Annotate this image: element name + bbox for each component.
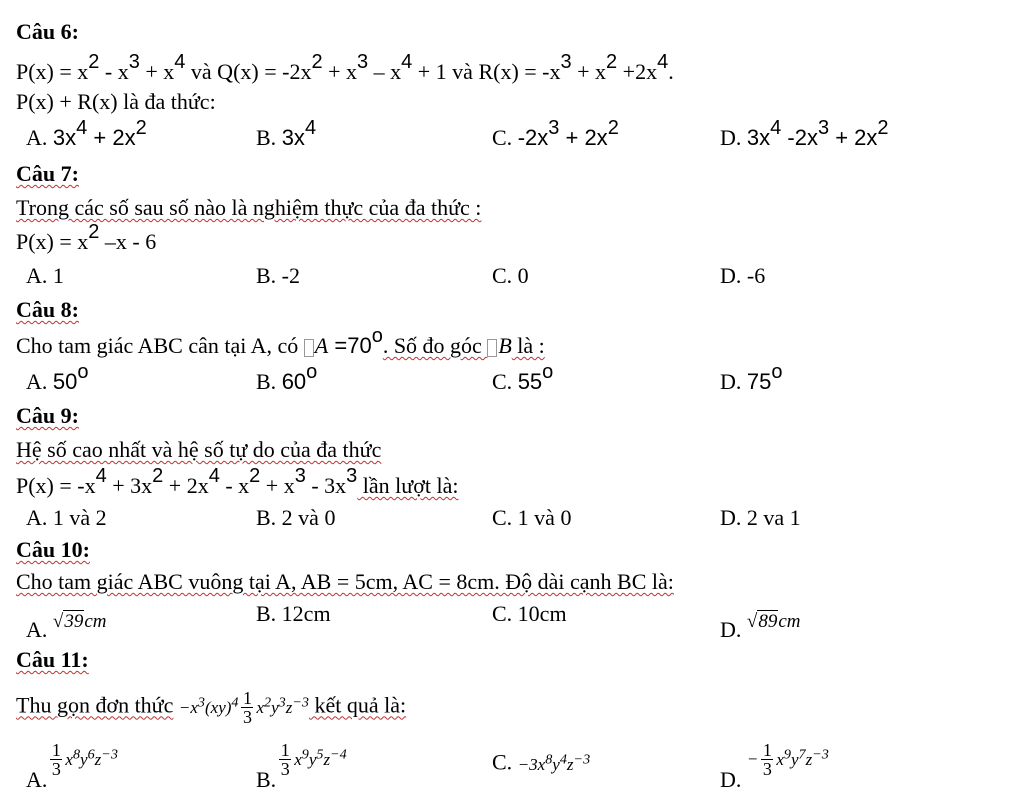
- q7-polynomial: $P(x) = x^2$ –x - 6: [16, 221, 157, 254]
- q6-option-d[interactable]: D. $3x^4$ $-2x^3 + 2x^2$: [720, 117, 889, 150]
- q11-option-a[interactable]: A. $\frac{1}{3}$ $x^8y^6z^{-3}$: [26, 740, 118, 792]
- q6-option-c[interactable]: C. $-2x^3 + 2x^2$: [492, 117, 619, 150]
- angle-placeholder-icon: [304, 339, 314, 357]
- q11-prompt: Thu gọn đơn thức $-x^3(xy)^4$ $\frac{1}{3}$ $x^2y^3z^{-3}$ kết quả là:: [16, 688, 407, 728]
- q11-option-d[interactable]: D. − $\frac{1}{3}$ $x^9y^7z^{-3}$: [720, 740, 829, 792]
- q10-option-c[interactable]: C. 10cm: [492, 601, 567, 626]
- q8-prompt: Cho tam giác ABC cân tại A, có $A =70^o$. Số đo góc B là :: [16, 325, 545, 358]
- angle-placeholder-icon: [487, 339, 497, 357]
- q6-polynomials: $P(x) = x^2 - x^3 + x^4$ và $Q(x) = -2x^2 + x^3 - x^4 + 1$ và $R(x) = -x^3 + x^2 +2x^4$.: [16, 51, 674, 84]
- q9-option-d[interactable]: D. 2 va 1: [720, 505, 801, 530]
- q10-prompt: Cho tam giác ABC vuông tại A, AB = 5cm, AC = 8cm. Độ dài cạnh BC là:: [16, 569, 674, 594]
- q7-prompt: Trong các số sau số nào là nghiệm thực của đa thức :: [16, 195, 482, 220]
- q8-option-a[interactable]: A. 50$^o$: [26, 361, 89, 394]
- q8-option-c[interactable]: C. 55$^o$: [492, 361, 554, 394]
- q9-title: Câu 9:: [16, 403, 79, 428]
- q9-option-c[interactable]: C. 1 và 0: [492, 505, 572, 530]
- q11-fraction: $\frac{1}{3}$: [242, 688, 252, 728]
- q10-option-a[interactable]: A. √39cm: [26, 611, 107, 642]
- q8-title: Câu 8:: [16, 297, 79, 322]
- q6-option-a[interactable]: A. $3x^4 + 2x^2$: [26, 117, 147, 150]
- q6-question: P(x) + R(x) là đa thức:: [16, 89, 216, 114]
- q8-option-b[interactable]: B. 60$^o$: [256, 361, 318, 394]
- q9-option-a[interactable]: A. 1 và 2: [26, 505, 107, 530]
- q9-option-b[interactable]: B. 2 và 0: [256, 505, 336, 530]
- q6-title: Câu 6:: [16, 19, 79, 44]
- q7-option-b[interactable]: B. -2: [256, 263, 300, 288]
- q9-polynomial: $P(x) = -x^4 + 3x^2 + 2x^4 - x^2 + x^3 - 3x^3$ lần lượt là:: [16, 465, 459, 498]
- q8-option-d[interactable]: D. 75$^o$: [720, 361, 783, 394]
- q10-option-b[interactable]: B. 12cm: [256, 601, 331, 626]
- q11-title: Câu 11:: [16, 647, 89, 672]
- q9-prompt: Hệ số cao nhất và hệ số tự do của đa thức: [16, 437, 382, 462]
- q7-title: Câu 7:: [16, 161, 79, 186]
- q6-option-b[interactable]: B. $3x^4$: [256, 117, 317, 150]
- q10-title: Câu 10:: [16, 537, 90, 562]
- q11-expression: $-x^3(xy)^4$: [178, 694, 239, 717]
- q7-option-d[interactable]: D. -6: [720, 263, 766, 288]
- q11-option-c[interactable]: C. $-3x^8y^4z^{-3}$: [492, 749, 591, 775]
- q11-option-b[interactable]: B. $\frac{1}{3}$ $x^9y^5z^{-4}$: [256, 740, 347, 792]
- q10-option-d[interactable]: D. √89cm: [720, 611, 801, 642]
- q7-option-a[interactable]: A. 1: [26, 263, 64, 288]
- q7-option-c[interactable]: C. 0: [492, 263, 529, 288]
